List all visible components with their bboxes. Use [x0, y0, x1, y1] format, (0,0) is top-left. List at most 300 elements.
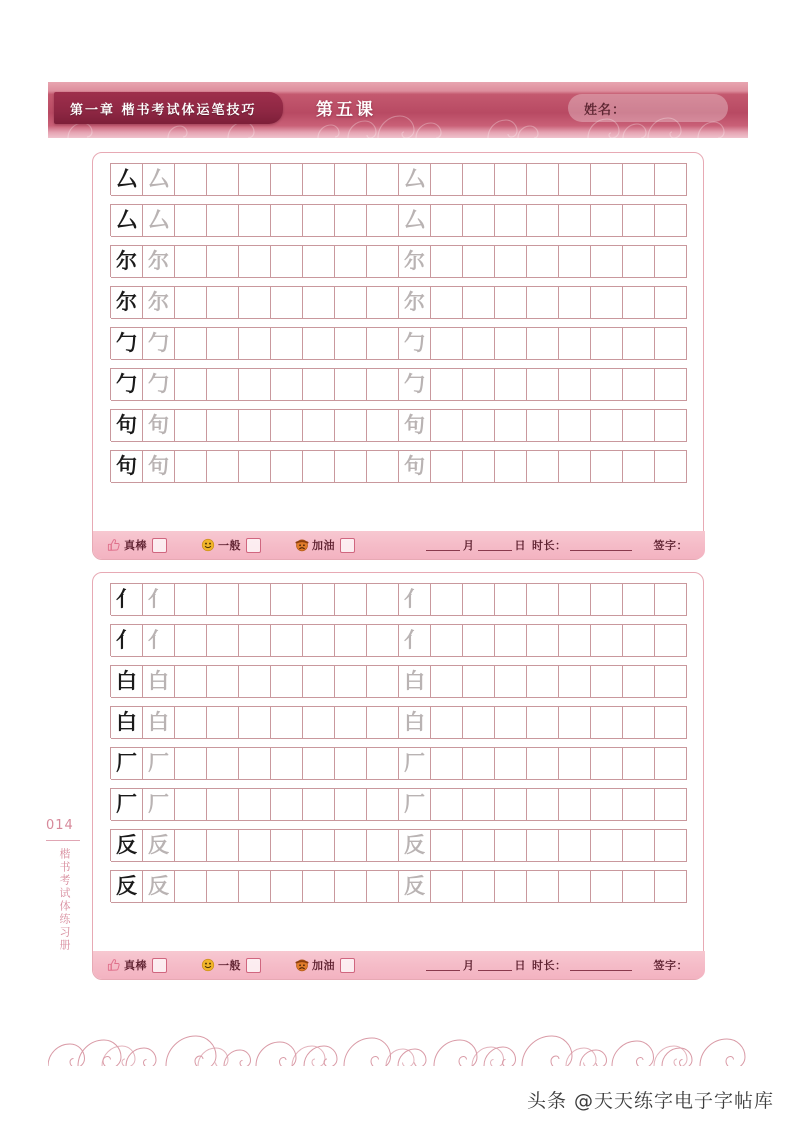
practice-cell-empty[interactable]	[463, 451, 495, 483]
day-label: 日	[514, 959, 526, 972]
practice-cell-empty[interactable]	[527, 871, 559, 903]
practice-cell-empty[interactable]	[463, 789, 495, 821]
practice-cell-empty[interactable]	[623, 871, 655, 903]
practice-cell-empty[interactable]	[175, 707, 207, 739]
practice-cell-empty[interactable]	[175, 328, 207, 360]
practice-row	[110, 624, 687, 656]
practice-cell-empty[interactable]	[495, 164, 527, 196]
practice-cell-empty[interactable]	[175, 410, 207, 442]
practice-cell-empty[interactable]	[527, 451, 559, 483]
practice-cell-empty[interactable]	[495, 287, 527, 319]
eval-checkbox-great[interactable]	[152, 958, 167, 973]
eval-option-great[interactable]	[107, 957, 167, 973]
practice-cell-model: 白	[111, 666, 143, 698]
practice-cell-model: 反	[111, 830, 143, 862]
practice-cell-empty[interactable]	[207, 328, 239, 360]
practice-cell-empty[interactable]	[463, 871, 495, 903]
practice-cell-empty[interactable]	[239, 789, 271, 821]
practice-cell-empty[interactable]	[495, 871, 527, 903]
practice-cell-empty[interactable]	[623, 666, 655, 698]
practice-cell-empty[interactable]	[367, 164, 399, 196]
practice-row	[110, 829, 687, 861]
practice-cell-model: 勹	[111, 369, 143, 401]
practice-cell-empty[interactable]	[207, 789, 239, 821]
practice-cell-empty[interactable]	[655, 369, 687, 401]
practice-cell-empty[interactable]	[463, 625, 495, 657]
practice-cell-empty[interactable]	[335, 666, 367, 698]
practice-cell-empty[interactable]	[239, 830, 271, 862]
practice-cell-empty[interactable]	[495, 830, 527, 862]
practice-cell-empty[interactable]	[271, 830, 303, 862]
practice-cell-empty[interactable]	[175, 451, 207, 483]
practice-cell-empty[interactable]	[207, 369, 239, 401]
practice-cell-empty[interactable]	[431, 205, 463, 237]
practice-cell-empty[interactable]	[335, 584, 367, 616]
practice-cell-empty[interactable]	[655, 748, 687, 780]
practice-cell-empty[interactable]	[495, 410, 527, 442]
practice-cell-empty[interactable]	[495, 584, 527, 616]
practice-row	[110, 245, 687, 277]
practice-cell-empty[interactable]	[367, 246, 399, 278]
practice-cell-empty[interactable]	[463, 328, 495, 360]
practice-cell-model: 尔	[111, 287, 143, 319]
practice-cell-empty[interactable]	[303, 205, 335, 237]
practice-cell-empty[interactable]	[335, 748, 367, 780]
practice-cell-empty[interactable]	[335, 164, 367, 196]
practice-cell-trace: 厶	[399, 205, 431, 237]
practice-cell-empty[interactable]	[559, 328, 591, 360]
chapter-tab	[54, 92, 283, 124]
practice-cell-empty[interactable]	[335, 707, 367, 739]
practice-cell-empty[interactable]	[367, 369, 399, 401]
practice-cell-empty[interactable]	[367, 205, 399, 237]
practice-cell-empty[interactable]	[495, 451, 527, 483]
practice-cell-empty[interactable]	[431, 748, 463, 780]
practice-cell-empty[interactable]	[207, 748, 239, 780]
practice-cell-empty[interactable]	[591, 205, 623, 237]
practice-cell-empty[interactable]	[527, 328, 559, 360]
practice-cell-empty[interactable]	[463, 830, 495, 862]
practice-cell-empty[interactable]	[591, 328, 623, 360]
practice-cell-empty[interactable]	[463, 584, 495, 616]
practice-cell-empty[interactable]	[495, 625, 527, 657]
practice-cell-empty[interactable]	[623, 830, 655, 862]
signature-label: 签字：	[653, 959, 688, 972]
practice-cell-empty[interactable]	[591, 164, 623, 196]
practice-cell-trace: 反	[399, 871, 431, 903]
practice-cell-empty[interactable]	[623, 246, 655, 278]
practice-cell-empty[interactable]	[175, 205, 207, 237]
practice-cell-empty[interactable]	[303, 666, 335, 698]
practice-cell-empty[interactable]	[175, 625, 207, 657]
practice-cell-empty[interactable]	[431, 707, 463, 739]
practice-cell-empty[interactable]	[175, 164, 207, 196]
practice-cell-trace: 厂	[399, 748, 431, 780]
eval-option-average[interactable]	[201, 537, 261, 553]
practice-cell-empty[interactable]	[655, 410, 687, 442]
eval-checkbox-tryharder[interactable]	[340, 538, 355, 553]
practice-cell-empty[interactable]	[207, 410, 239, 442]
practice-cell-empty[interactable]	[559, 369, 591, 401]
eval-checkbox-tryharder[interactable]	[340, 958, 355, 973]
practice-cell-empty[interactable]	[367, 707, 399, 739]
practice-cell-empty[interactable]	[207, 830, 239, 862]
eval-option-great[interactable]	[107, 537, 167, 553]
practice-cell-empty[interactable]	[335, 369, 367, 401]
practice-cell-empty[interactable]	[239, 369, 271, 401]
practice-cell-trace: 尔	[399, 246, 431, 278]
practice-cell-empty[interactable]	[271, 707, 303, 739]
practice-cell-trace: 白	[143, 666, 175, 698]
practice-cell-empty[interactable]	[623, 625, 655, 657]
practice-cell-empty[interactable]	[271, 410, 303, 442]
practice-cell-empty[interactable]	[367, 871, 399, 903]
practice-cell-empty[interactable]	[239, 410, 271, 442]
practice-cell-empty[interactable]	[239, 871, 271, 903]
practice-cell-empty[interactable]	[623, 748, 655, 780]
practice-cell-empty[interactable]	[559, 748, 591, 780]
day-input[interactable]	[478, 959, 512, 971]
practice-cell-empty[interactable]	[239, 246, 271, 278]
practice-cell-empty[interactable]	[207, 164, 239, 196]
practice-cell-empty[interactable]	[207, 451, 239, 483]
practice-cell-empty[interactable]	[495, 789, 527, 821]
practice-cell-empty[interactable]	[431, 584, 463, 616]
practice-cell-empty[interactable]	[207, 205, 239, 237]
practice-cell-empty[interactable]	[527, 666, 559, 698]
practice-cell-empty[interactable]	[527, 584, 559, 616]
practice-rows	[101, 163, 695, 482]
practice-cell-empty[interactable]	[367, 328, 399, 360]
practice-cell-empty[interactable]	[239, 666, 271, 698]
practice-cell-empty[interactable]	[495, 328, 527, 360]
practice-cell-empty[interactable]	[175, 369, 207, 401]
practice-cell-empty[interactable]	[207, 666, 239, 698]
practice-cell-empty[interactable]	[527, 205, 559, 237]
practice-cell-empty[interactable]	[367, 287, 399, 319]
practice-cell-model: 亻	[111, 584, 143, 616]
practice-cell-empty[interactable]	[271, 369, 303, 401]
practice-cell-empty[interactable]	[655, 451, 687, 483]
practice-cell-empty[interactable]	[559, 707, 591, 739]
practice-cell-empty[interactable]	[559, 625, 591, 657]
practice-cell-empty[interactable]	[559, 287, 591, 319]
practice-cell-empty[interactable]	[431, 287, 463, 319]
practice-cell-empty[interactable]	[495, 707, 527, 739]
practice-cell-empty[interactable]	[271, 625, 303, 657]
practice-cell-empty[interactable]	[655, 205, 687, 237]
practice-cell-empty[interactable]	[367, 830, 399, 862]
month-input[interactable]	[426, 959, 460, 971]
practice-cell-empty[interactable]	[527, 748, 559, 780]
day-input[interactable]	[478, 539, 512, 551]
practice-cell-empty[interactable]	[655, 666, 687, 698]
practice-cell-empty[interactable]	[559, 246, 591, 278]
practice-cell-empty[interactable]	[655, 830, 687, 862]
practice-cell-empty[interactable]	[591, 451, 623, 483]
practice-cell-empty[interactable]	[303, 451, 335, 483]
practice-cell-empty[interactable]	[623, 287, 655, 319]
practice-cell-empty[interactable]	[335, 328, 367, 360]
practice-cell-empty[interactable]	[367, 666, 399, 698]
practice-cell-empty[interactable]	[623, 584, 655, 616]
practice-cell-empty[interactable]	[335, 246, 367, 278]
practice-cell-empty[interactable]	[271, 584, 303, 616]
practice-cell-empty[interactable]	[271, 789, 303, 821]
chapter-label: 第一章 楷书考试体运笔技巧	[70, 102, 257, 118]
practice-cell-empty[interactable]	[527, 287, 559, 319]
practice-cell-empty[interactable]	[335, 625, 367, 657]
practice-cell-empty[interactable]	[175, 830, 207, 862]
practice-cell-empty[interactable]	[623, 328, 655, 360]
practice-cell-empty[interactable]	[527, 246, 559, 278]
practice-cell-empty[interactable]	[527, 369, 559, 401]
practice-cell-empty[interactable]	[367, 789, 399, 821]
practice-cell-trace: 勹	[399, 328, 431, 360]
practice-cell-empty[interactable]	[431, 789, 463, 821]
eval-checkbox-average[interactable]	[246, 958, 261, 973]
practice-cell-empty[interactable]	[239, 328, 271, 360]
practice-cell-empty[interactable]	[207, 287, 239, 319]
practice-cell-empty[interactable]	[591, 246, 623, 278]
practice-cell-empty[interactable]	[207, 625, 239, 657]
practice-cell-empty[interactable]	[239, 451, 271, 483]
student-name-field[interactable]	[568, 94, 728, 122]
practice-cell-empty[interactable]	[591, 666, 623, 698]
practice-cell-empty[interactable]	[175, 246, 207, 278]
practice-cell-empty[interactable]	[303, 584, 335, 616]
practice-cell-empty[interactable]	[655, 164, 687, 196]
practice-cell-empty[interactable]	[527, 707, 559, 739]
eval-checkbox-average[interactable]	[246, 538, 261, 553]
practice-cell-empty[interactable]	[655, 625, 687, 657]
practice-cell-empty[interactable]	[623, 707, 655, 739]
practice-cell-empty[interactable]	[591, 871, 623, 903]
practice-cell-empty[interactable]	[207, 584, 239, 616]
practice-cell-empty[interactable]	[335, 871, 367, 903]
practice-cell-empty[interactable]	[655, 871, 687, 903]
practice-row	[110, 788, 687, 820]
practice-cell-empty[interactable]	[527, 789, 559, 821]
practice-cell-empty[interactable]	[303, 164, 335, 196]
practice-cell-empty[interactable]	[655, 584, 687, 616]
practice-cell-empty[interactable]	[175, 871, 207, 903]
eval-option-tryharder[interactable]	[295, 537, 355, 553]
practice-cell-empty[interactable]	[239, 748, 271, 780]
practice-cell-empty[interactable]	[559, 451, 591, 483]
practice-cell-empty[interactable]	[239, 584, 271, 616]
practice-cell-empty[interactable]	[623, 410, 655, 442]
practice-cell-empty[interactable]	[239, 287, 271, 319]
practice-cell-empty[interactable]	[367, 625, 399, 657]
practice-cell-empty[interactable]	[271, 328, 303, 360]
practice-cell-empty[interactable]	[175, 748, 207, 780]
practice-cell-empty[interactable]	[271, 666, 303, 698]
eval-checkbox-great[interactable]	[152, 538, 167, 553]
practice-cell-empty[interactable]	[303, 287, 335, 319]
practice-cell-empty[interactable]	[527, 410, 559, 442]
practice-cell-trace: 尔	[143, 287, 175, 319]
practice-cell-empty[interactable]	[303, 625, 335, 657]
practice-row	[110, 327, 687, 359]
practice-cell-empty[interactable]	[463, 410, 495, 442]
practice-cell-empty[interactable]	[271, 871, 303, 903]
practice-cell-empty[interactable]	[623, 451, 655, 483]
practice-cell-empty[interactable]	[591, 369, 623, 401]
practice-cell-empty[interactable]	[559, 789, 591, 821]
practice-cell-empty[interactable]	[463, 246, 495, 278]
practice-cell-empty[interactable]	[463, 205, 495, 237]
practice-cell-empty[interactable]	[623, 205, 655, 237]
practice-cell-empty[interactable]	[239, 625, 271, 657]
practice-cell-empty[interactable]	[271, 287, 303, 319]
practice-cell-empty[interactable]	[303, 830, 335, 862]
practice-cell-empty[interactable]	[559, 410, 591, 442]
practice-cell-empty[interactable]	[271, 246, 303, 278]
practice-cell-empty[interactable]	[303, 707, 335, 739]
practice-cell-empty[interactable]	[463, 287, 495, 319]
practice-cell-empty[interactable]	[431, 410, 463, 442]
practice-cell-empty[interactable]	[559, 830, 591, 862]
practice-cell-empty[interactable]	[527, 830, 559, 862]
practice-cell-empty[interactable]	[495, 666, 527, 698]
practice-cell-empty[interactable]	[655, 246, 687, 278]
eval-option-tryharder[interactable]	[295, 957, 355, 973]
month-input[interactable]	[426, 539, 460, 551]
eval-option-average[interactable]	[201, 957, 261, 973]
practice-cell-empty[interactable]	[303, 328, 335, 360]
practice-cell-empty[interactable]	[335, 287, 367, 319]
practice-cell-empty[interactable]	[623, 789, 655, 821]
practice-cell-empty[interactable]	[559, 164, 591, 196]
practice-cell-empty[interactable]	[303, 871, 335, 903]
practice-cell-empty[interactable]	[463, 707, 495, 739]
practice-cell-trace: 尔	[399, 287, 431, 319]
practice-cell-empty[interactable]	[367, 410, 399, 442]
practice-cell-empty[interactable]	[559, 871, 591, 903]
practice-cell-model: 厂	[111, 789, 143, 821]
practice-cell-empty[interactable]	[463, 164, 495, 196]
practice-cell-empty[interactable]	[335, 830, 367, 862]
practice-cell-empty[interactable]	[367, 584, 399, 616]
practice-cell-empty[interactable]	[559, 584, 591, 616]
practice-cell-trace: 亻	[399, 584, 431, 616]
practice-cell-empty[interactable]	[271, 451, 303, 483]
practice-cell-trace: 白	[399, 707, 431, 739]
practice-cell-empty[interactable]	[431, 451, 463, 483]
practice-cell-trace: 勹	[399, 369, 431, 401]
practice-cell-trace: 句	[399, 410, 431, 442]
practice-cell-empty[interactable]	[271, 748, 303, 780]
practice-cell-empty[interactable]	[335, 205, 367, 237]
practice-cell-empty[interactable]	[431, 871, 463, 903]
practice-cell-empty[interactable]	[303, 369, 335, 401]
practice-cell-empty[interactable]	[463, 369, 495, 401]
watermark-text: 头条 @天天练字电子字帖库	[526, 1090, 774, 1112]
practice-cell-empty[interactable]	[335, 789, 367, 821]
practice-cell-empty[interactable]	[239, 205, 271, 237]
practice-cell-empty[interactable]	[559, 666, 591, 698]
practice-cell-empty[interactable]	[655, 789, 687, 821]
practice-cell-empty[interactable]	[527, 625, 559, 657]
practice-cell-empty[interactable]	[559, 205, 591, 237]
practice-cell-empty[interactable]	[655, 328, 687, 360]
practice-cell-empty[interactable]	[495, 246, 527, 278]
practice-cell-empty[interactable]	[303, 410, 335, 442]
practice-cell-empty[interactable]	[463, 666, 495, 698]
practice-cell-empty[interactable]	[431, 830, 463, 862]
practice-cell-empty[interactable]	[207, 246, 239, 278]
practice-cell-empty[interactable]	[591, 584, 623, 616]
practice-cell-empty[interactable]	[239, 707, 271, 739]
practice-cell-empty[interactable]	[591, 830, 623, 862]
smiley-face-icon	[201, 538, 215, 552]
practice-row	[110, 163, 687, 195]
practice-cell-empty[interactable]	[303, 789, 335, 821]
practice-cell-empty[interactable]	[271, 205, 303, 237]
practice-cell-empty[interactable]	[431, 328, 463, 360]
duration-label: 时长：	[532, 539, 567, 552]
practice-cell-empty[interactable]	[591, 287, 623, 319]
practice-row	[110, 204, 687, 236]
practice-cell-empty[interactable]	[431, 164, 463, 196]
practice-block	[92, 572, 704, 980]
practice-cell-empty[interactable]	[335, 451, 367, 483]
practice-cell-empty[interactable]	[591, 410, 623, 442]
practice-cell-empty[interactable]	[463, 748, 495, 780]
practice-cell-empty[interactable]	[431, 369, 463, 401]
practice-cell-empty[interactable]	[303, 748, 335, 780]
practice-cell-empty[interactable]	[655, 287, 687, 319]
practice-cell-empty[interactable]	[591, 789, 623, 821]
eval-date-signature-group	[426, 537, 691, 553]
practice-cell-empty[interactable]	[495, 748, 527, 780]
practice-cell-empty[interactable]	[623, 369, 655, 401]
practice-cell-empty[interactable]	[367, 451, 399, 483]
practice-cell-empty[interactable]	[175, 584, 207, 616]
practice-cell-empty[interactable]	[431, 246, 463, 278]
practice-cell-empty[interactable]	[175, 789, 207, 821]
duration-input[interactable]	[570, 539, 632, 551]
practice-cell-empty[interactable]	[591, 748, 623, 780]
practice-row	[110, 368, 687, 400]
practice-cell-empty[interactable]	[431, 625, 463, 657]
practice-cell-empty[interactable]	[175, 287, 207, 319]
practice-cell-model: 厂	[111, 748, 143, 780]
practice-cell-empty[interactable]	[591, 625, 623, 657]
eval-label-average: 一般	[218, 959, 241, 972]
practice-cell-empty[interactable]	[367, 748, 399, 780]
practice-cell-trace: 反	[143, 871, 175, 903]
practice-cell-empty[interactable]	[655, 707, 687, 739]
practice-cell-empty[interactable]	[271, 164, 303, 196]
practice-cell-empty[interactable]	[431, 666, 463, 698]
practice-cell-empty[interactable]	[623, 164, 655, 196]
practice-cell-empty[interactable]	[207, 707, 239, 739]
practice-cell-empty[interactable]	[239, 164, 271, 196]
practice-cell-empty[interactable]	[207, 871, 239, 903]
practice-cell-empty[interactable]	[303, 246, 335, 278]
practice-cell-empty[interactable]	[591, 707, 623, 739]
practice-cell-empty[interactable]	[335, 410, 367, 442]
eval-label-great: 真棒	[124, 959, 147, 972]
practice-cell-empty[interactable]	[495, 205, 527, 237]
duration-input[interactable]	[570, 959, 632, 971]
practice-cell-empty[interactable]	[527, 164, 559, 196]
practice-cell-empty[interactable]	[495, 369, 527, 401]
practice-cell-empty[interactable]	[175, 666, 207, 698]
bottom-cloud-pattern	[48, 988, 748, 1066]
